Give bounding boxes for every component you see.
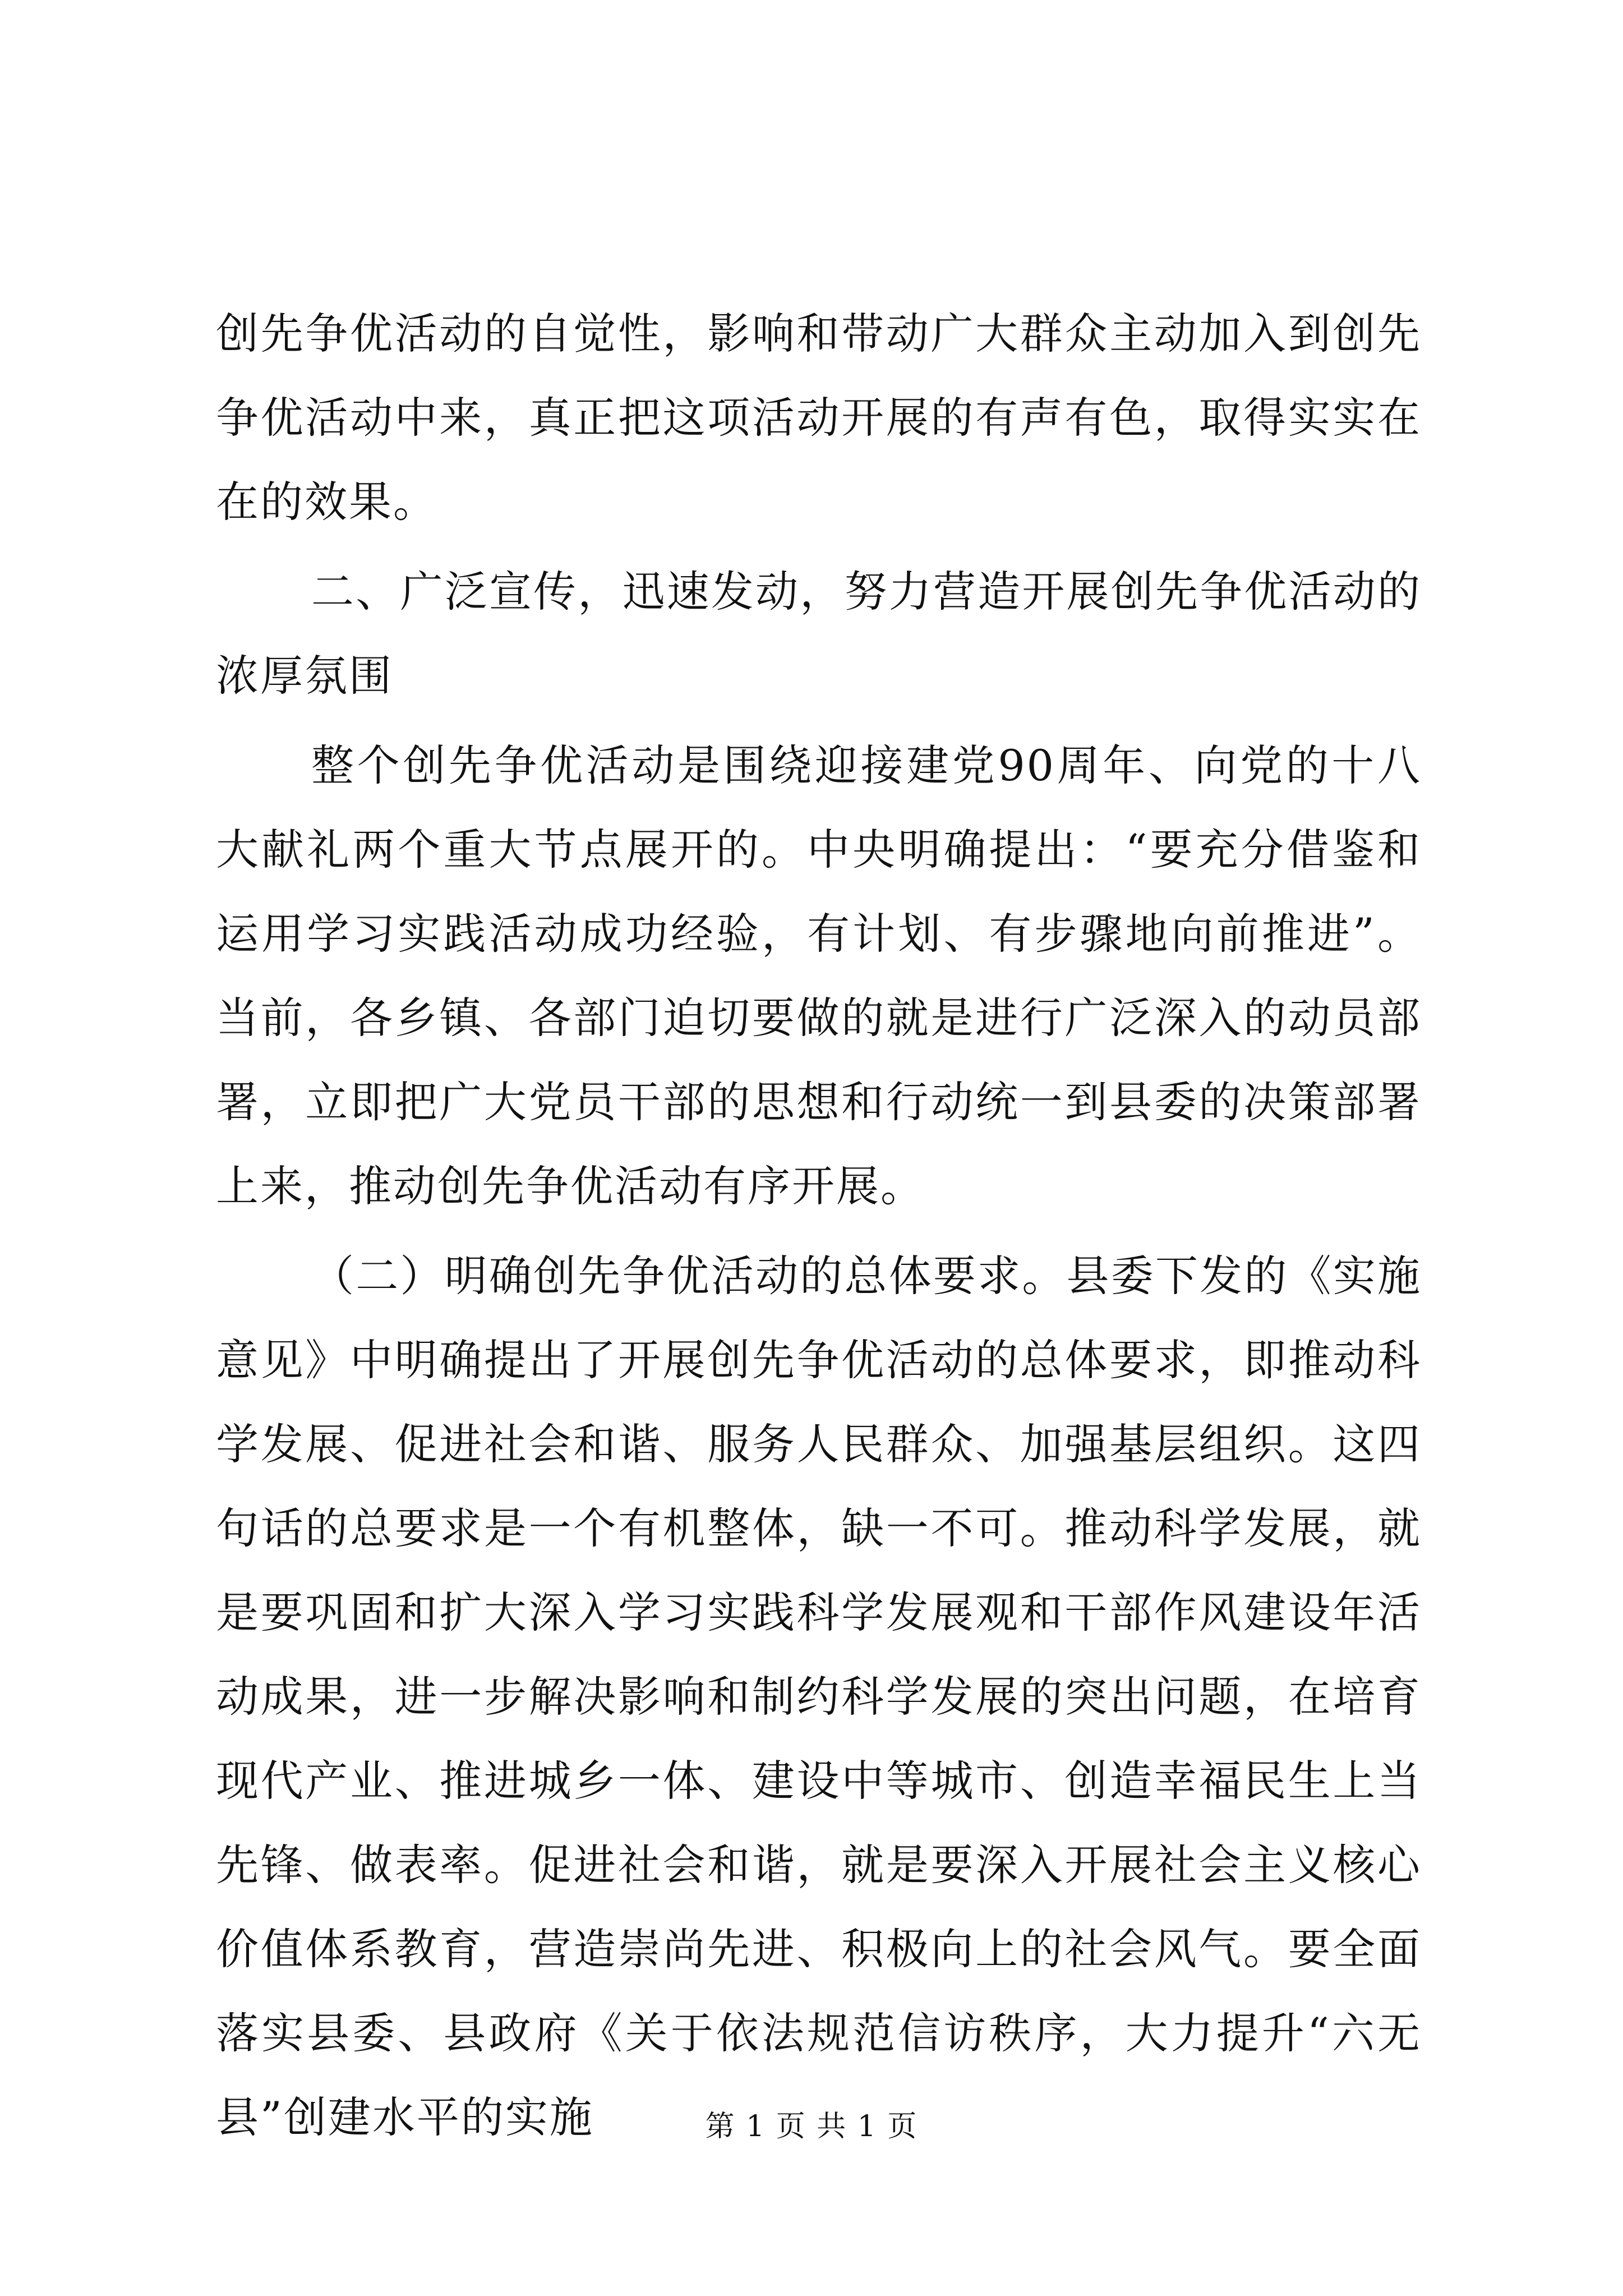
page-footer <box>0 2102 1623 2145</box>
body-text <box>216 292 1422 2160</box>
paragraph: 整个创先争优活动是围绕迎接建党90周年、向党的十八大献礼两个重大节点展开的。中央明确提出：“要充分借鉴和运用学习实践活动成功经验，有计划、有步骤地向前推进”。当前，各乡镇、各部门迫切要做的就是进行广泛深入的动员部署，立即把广大党员干部的思想和行动统一到县委的决策部署上来，推动创先争优活动有序开展。 <box>216 740 1422 1211</box>
paragraph-gap <box>216 718 1422 724</box>
paragraph-gap <box>216 544 1422 550</box>
page-number: 第 1 页 共 1 页 <box>705 2110 918 2143</box>
paragraph-gap <box>216 1228 1422 1234</box>
paragraph-continuation: 创先争优活动的自觉性，影响和带动广大群众主动加入到创先争优活动中来，真正把这项活动开展的有声有色，取得实实在在的效果。 <box>216 309 1422 527</box>
paragraph: （二）明确创先争优活动的总体要求。县委下发的《实施意见》中明确提出了开展创先争优活动的总体要求，即推动科学发展、促进社会和谐、服务人民群众、加强基层组织。这四句话的总要求是一个有机整体，缺一不可。推动科学发展，就是要巩固和扩大深入学习实践科学发展观和干部作风建设年活动成果，进一步解决影响和制约科学发展的突出问题，在培育现代产业、推进城乡一体、建设中等城市、创造幸福民生上当先锋、做表率。促进社会和谐，就是要深入开展社会主义核心价值体系教育，营造崇尚先进、积极向上的社会风气。要全面落实县委、县政府《关于依法规范信访秩序，大力提升“六无县”创建水平的实施 <box>216 1251 1422 2142</box>
section-heading: 二、广泛宣传，迅速发动，努力营造开展创先争优活动的浓厚氛围 <box>216 567 1422 701</box>
